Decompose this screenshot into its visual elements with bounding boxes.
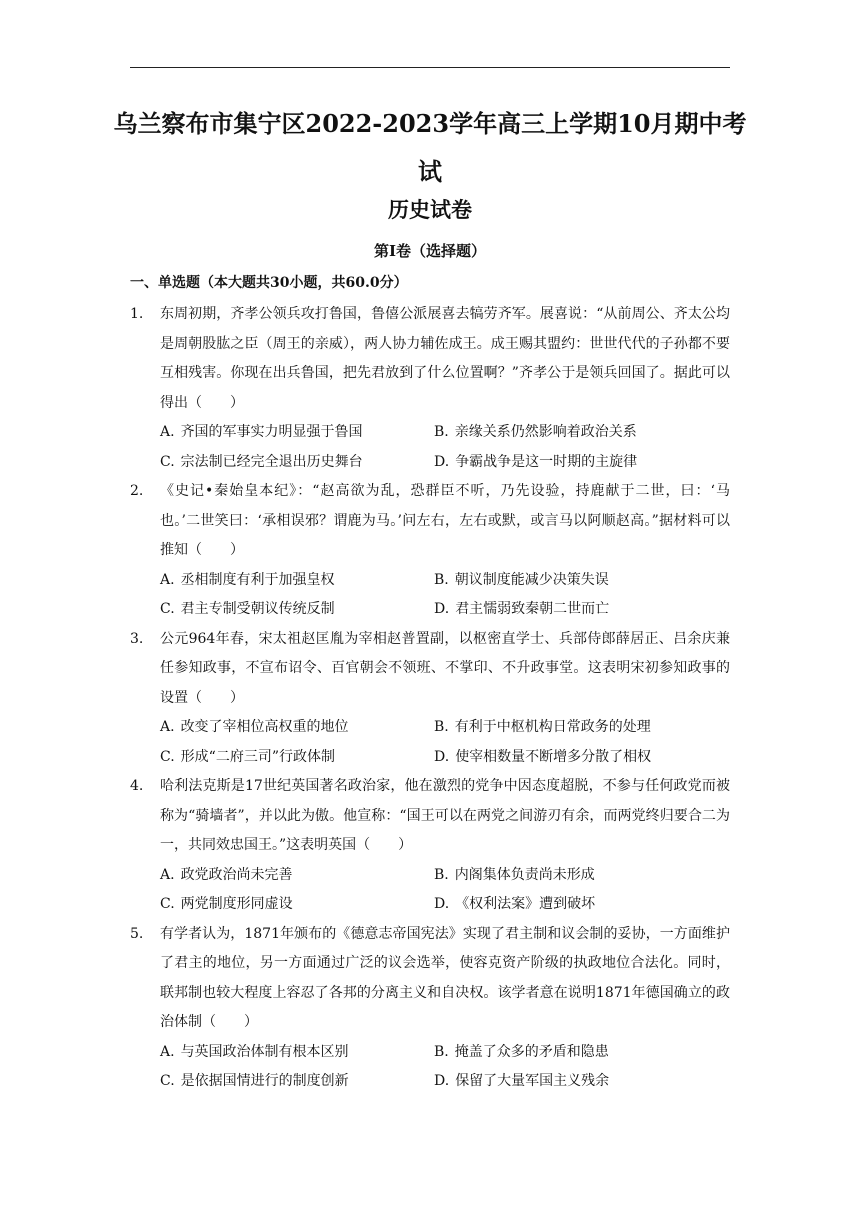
option-a[interactable]: A. 与英国政治体制有根本区别 (160, 1043, 349, 1060)
option-d[interactable]: D. 君主懦弱致秦朝二世而亡 (434, 601, 610, 617)
option-b[interactable]: B. 掩盖了众多的矛盾和隐患 (434, 1043, 609, 1060)
question-number: 5. (130, 925, 144, 942)
question-number: 4. (130, 778, 144, 794)
question-3 (130, 625, 730, 773)
header-rule (130, 67, 730, 68)
option-d[interactable]: D. 争霸战争是这一时期的主旋律 (434, 453, 638, 470)
question-stem: 东周初期，齐孝公领兵攻打鲁国，鲁僖公派展喜去犒劳齐军。展喜说：“从前周公、齐太公均是周朝股肱之臣（周王的亲威），两人协力辅佐成王。成王赐其盟约：世世代代的子孙都不要互相残害。你现在出兵鲁国，把先君放到了什么位置啊？”齐孝公于是领兵回国了。据此可以得出（ ） (160, 306, 730, 411)
volume-heading: 第I卷（选择题） (373, 242, 487, 260)
question-2 (130, 477, 730, 625)
question-stem: 公元964年春，宋太祖赵匡胤为宰相赵普置副，以枢密直学士、兵部侍郎薛居正、吕余庆兼任参知政事，不宣布诏令、百官朝会不领班、不掌印、不升政事堂。这表明宋初参知政事的设置（ ） (160, 630, 730, 706)
exam-title: 乌兰察布市集宁区2022-2023学年高三上学期10月期中考试 (113, 109, 747, 186)
question-list (130, 300, 730, 1097)
option-b[interactable]: B. 朝议制度能减少决策失误 (434, 571, 609, 588)
option-b[interactable]: B. 内阁集体负责尚未形成 (434, 866, 595, 883)
option-c[interactable]: C. 君主专制受朝议传统反制 (160, 601, 335, 617)
option-b[interactable]: B. 亲缘关系仍然影响着政治关系 (434, 424, 637, 440)
option-a[interactable]: A. 丞相制度有利于加强皇权 (160, 571, 335, 588)
option-a[interactable]: A. 政党政治尚未完善 (160, 866, 293, 883)
exam-subject-title: 历史试卷 (388, 197, 472, 222)
question-number: 2. (130, 483, 144, 499)
option-a[interactable]: A. 改变了宰相位高权重的地位 (160, 719, 349, 735)
question-5 (130, 920, 730, 1097)
question-4 (130, 772, 730, 920)
option-c[interactable]: C. 是依据国情进行的制度创新 (160, 1073, 349, 1089)
option-d[interactable]: D. 《权利法案》遭到破坏 (434, 896, 596, 912)
question-stem: 哈利法克斯是17世纪英国著名政治家，他在激烈的党争中因态度超脱，不参与任何政党而被称为“骑墙者”，并以此为傲。他宣称：“国王可以在两党之间游刃有余，而两党终归要合二为一，共同效忠国王。”这表明英国（ ） (160, 778, 730, 853)
question-stem: 《史记•秦始皇本纪》：“赵高欲为乱，恐群臣不听，乃先设验，持鹿献于二世，曰：‘马也。’二世笑曰：‘承相误邪？谓鹿为马。’问左右，左右或默，或言马以阿顺赵高。”据材料可以推知（ ） (160, 483, 730, 558)
option-c[interactable]: C. 形成“二府三司”行政体制 (160, 748, 335, 765)
option-d[interactable]: D. 保留了大量军国主义残余 (434, 1073, 610, 1089)
option-c[interactable]: C. 宗法制已经完全退出历史舞台 (160, 453, 363, 470)
option-b[interactable]: B. 有利于中枢机构日常政务的处理 (434, 719, 651, 735)
question-number: 1. (130, 306, 144, 322)
question-stem: 有学者认为，1871年颁布的《德意志帝国宪法》实现了君主制和议会制的妥协，一方面维护了君主的地位，另一方面通过广泛的议会选举，使容克资产阶级的执政地位合法化。同时，联邦制也较大程度上容忍了各邦的分离主义和自决权。该学者意在说明1871年德国确立的政治体制（ ） (160, 925, 730, 1030)
option-c[interactable]: C. 两党制度形同虚设 (160, 896, 293, 912)
section-heading: 一、单选题（本大题共30小题，共60.0分） (130, 275, 408, 291)
question-1 (130, 300, 730, 477)
option-d[interactable]: D. 使宰相数量不断增多分散了相权 (434, 748, 652, 765)
question-number: 3. (130, 630, 144, 647)
option-a[interactable]: A. 齐国的军事实力明显强于鲁国 (160, 424, 363, 440)
